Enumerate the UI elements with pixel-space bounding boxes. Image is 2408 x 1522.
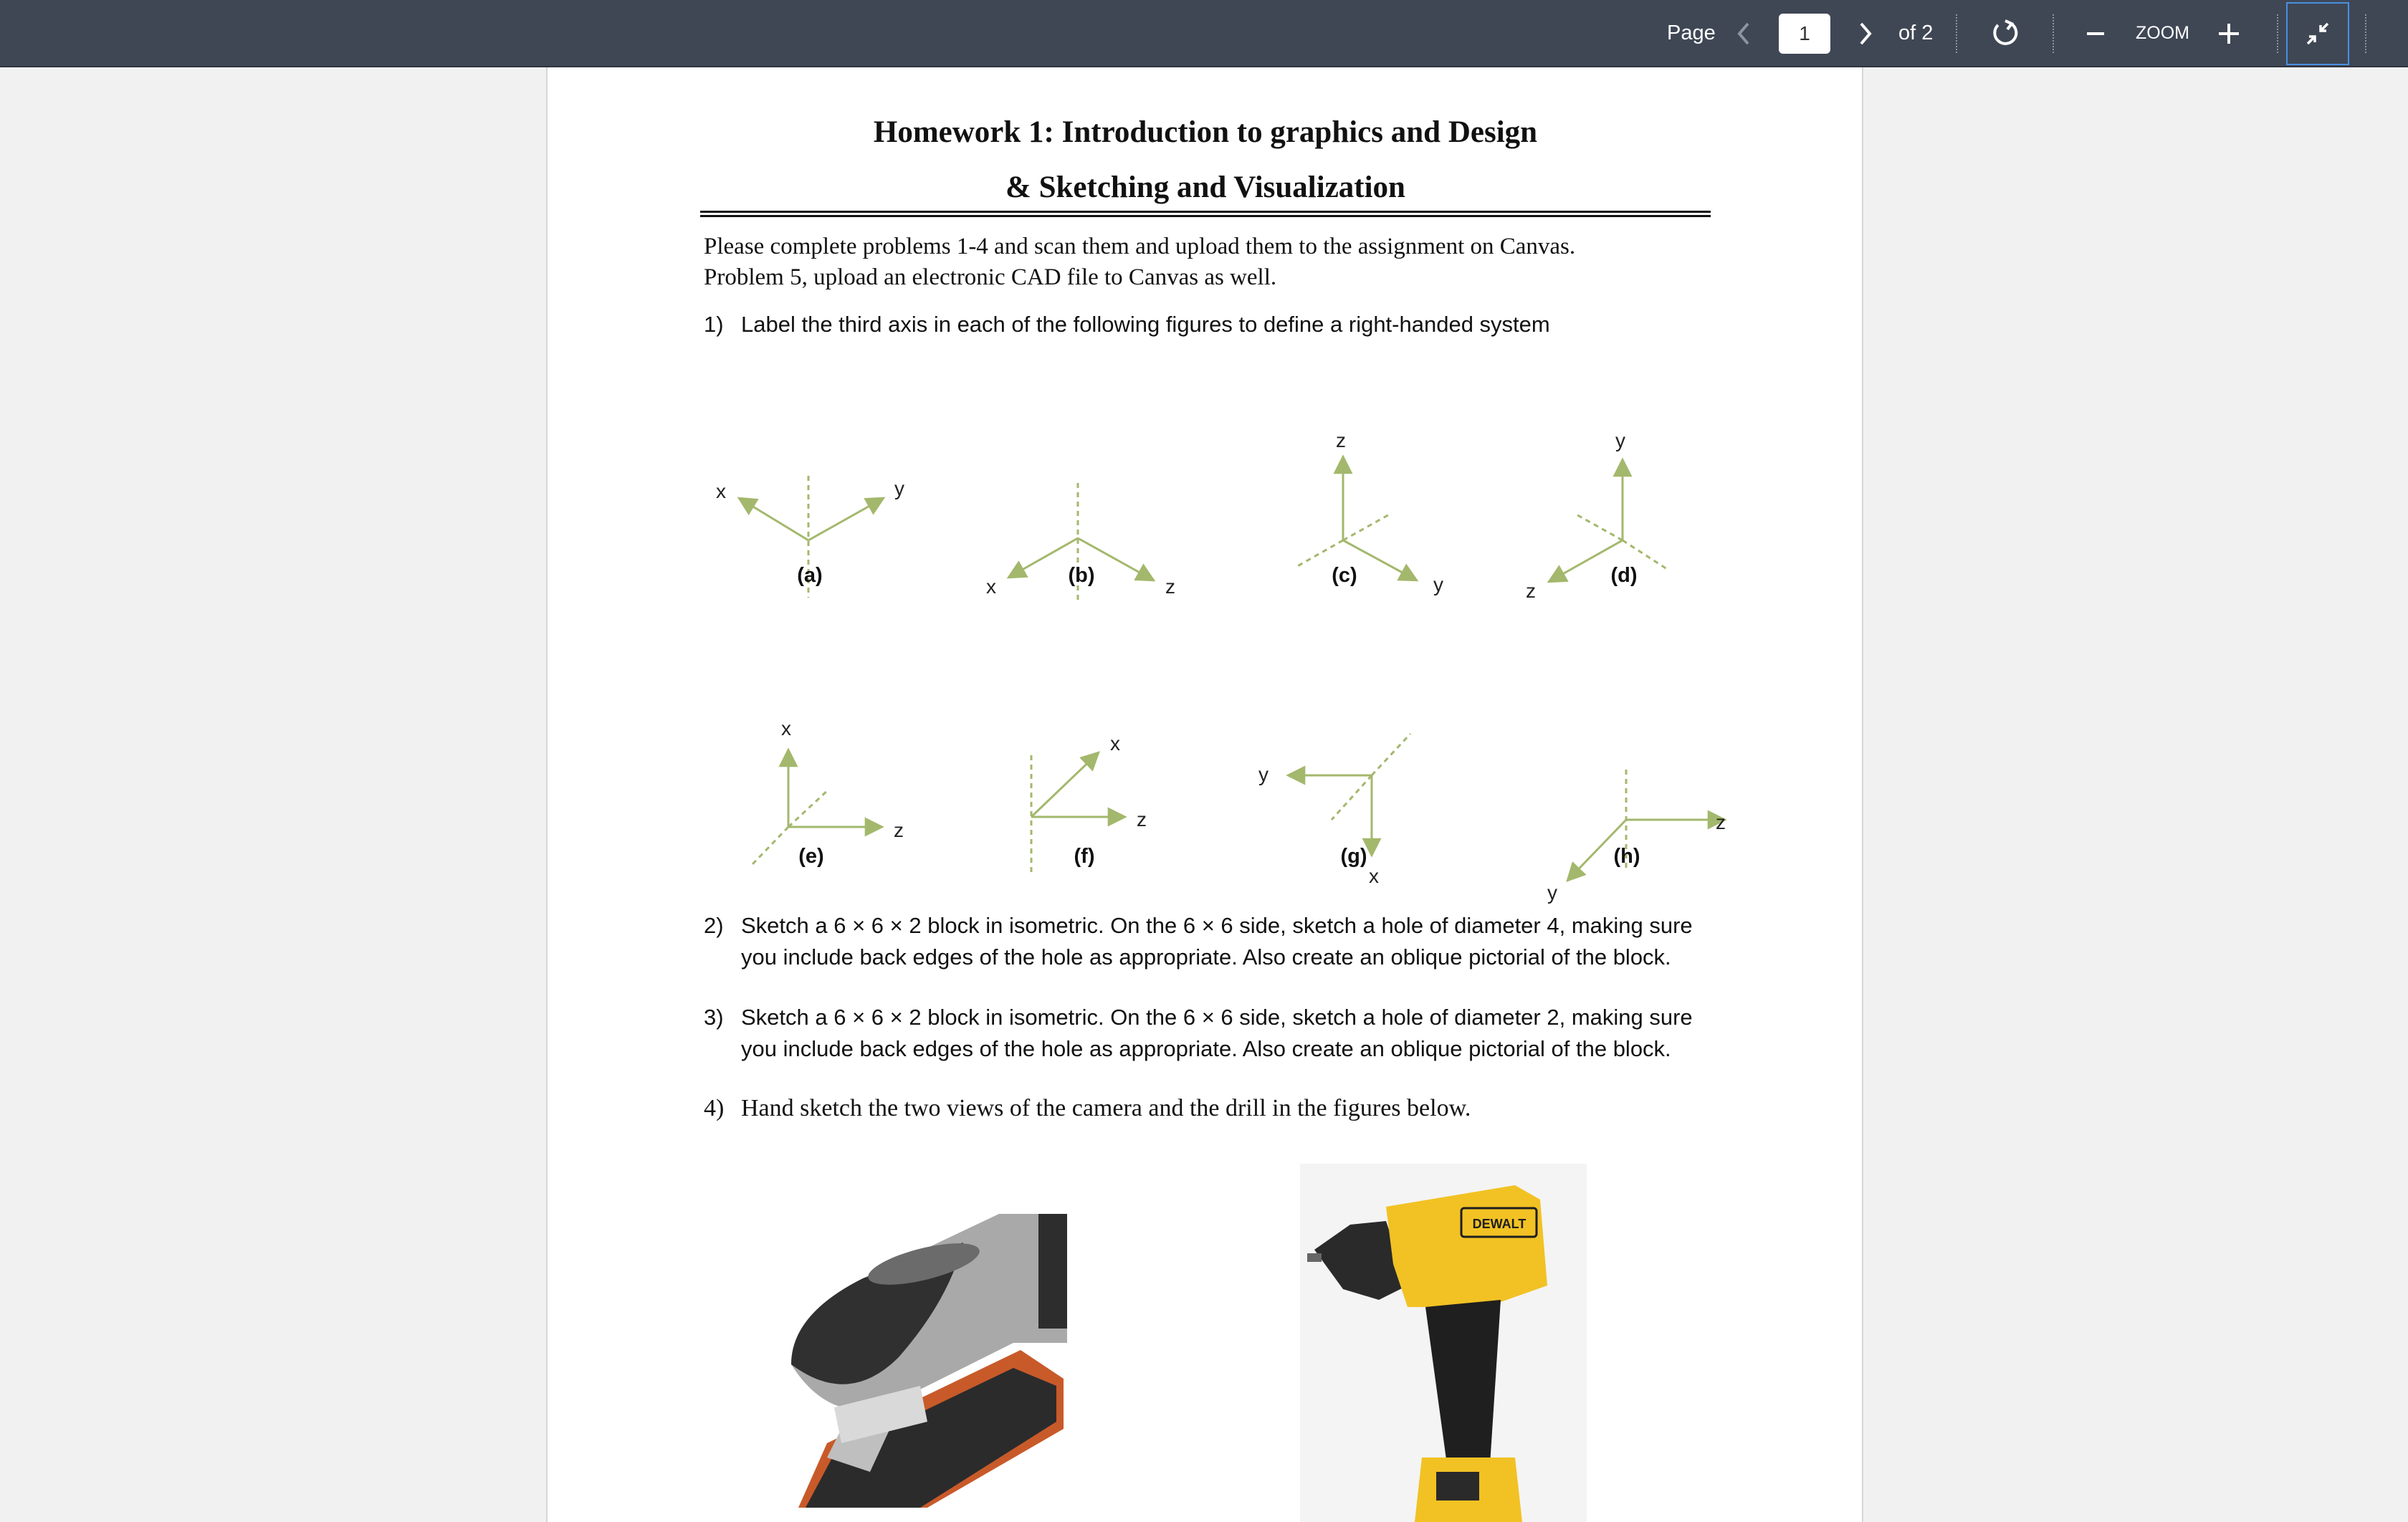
axis-label: x [986, 575, 996, 598]
figure-label-d: (d) [1610, 564, 1638, 587]
question-number: 4) [704, 1095, 725, 1121]
question-text: Hand sketch the two views of the camera and the drill in the figures below. [741, 1095, 1471, 1121]
collapse-icon [2303, 19, 2332, 48]
axis-label: y [894, 477, 904, 499]
question-number: 1) [704, 312, 724, 337]
figure-label-g: (g) [1340, 845, 1367, 868]
axis-label: z [894, 819, 904, 841]
figure-label-f: (f) [1074, 845, 1095, 868]
figure-label-e: (e) [798, 845, 824, 868]
axis-label: x [1369, 865, 1379, 887]
zoom-in-button[interactable] [2210, 16, 2247, 52]
question-text: Sketch a 6 × 6 × 2 block in isometric. On the 6 × 6 side, sketch a hole of diameter 2, making sure you include back edges of the hole as appropriate. Also create an oblique pictorial of the block. [741, 1005, 1693, 1061]
zoom-label: ZOOM [2136, 23, 2189, 43]
doc-title-line2: & Sketching and Visualization [1005, 171, 1405, 204]
plus-icon [2216, 21, 2242, 47]
toolbar-divider [1956, 14, 1957, 53]
question-1 [704, 309, 1721, 340]
chevron-right-icon [1854, 19, 1876, 48]
total-pages-label: of 2 [1898, 21, 1934, 44]
title-rule [700, 211, 1711, 213]
axis-label: z [1137, 808, 1147, 831]
figure-label-b: (b) [1068, 564, 1095, 587]
chevron-left-icon [1734, 19, 1755, 48]
axis-label: y [1547, 881, 1557, 904]
next-page-button[interactable] [1846, 16, 1883, 52]
axis-label: z [1526, 580, 1536, 602]
question-text: Sketch a 6 × 6 × 2 block in isometric. On the 6 × 6 side, sketch a hole of diameter 4, making sure you include back edges of the hole as appropriate. Also create an oblique pictorial of the block. [741, 913, 1693, 970]
axis-label: z [1165, 575, 1175, 598]
axis-label: x [781, 717, 791, 740]
stapler-image [784, 1171, 1085, 1508]
drill-brand-text: DEWALT [1472, 1217, 1526, 1231]
figure-label-a: (a) [797, 564, 823, 587]
document-page [546, 67, 1863, 1522]
axis-label: x [716, 480, 726, 502]
figure-c [1295, 456, 1417, 580]
minus-icon [2083, 21, 2108, 47]
rotate-icon [1989, 18, 2021, 49]
question-number: 3) [704, 1005, 724, 1030]
zoom-out-button[interactable] [2077, 16, 2114, 52]
question-4 [704, 1093, 1721, 1124]
toolbar-divider [2053, 14, 2054, 53]
figure-label-c: (c) [1332, 564, 1357, 587]
rotate-button[interactable] [1987, 16, 2024, 52]
intro-line1: Please complete problems 1-4 and scan them and upload them to the assignment on Canvas. [704, 234, 1576, 259]
axis-label: y [1433, 573, 1443, 595]
axis-label: y [1258, 763, 1268, 785]
axis-label: y [1615, 429, 1625, 451]
question-text: Label the third axis in each of the following figures to define a right-handed system [741, 312, 1550, 337]
axis-label: x [1110, 732, 1120, 755]
question-3 [704, 1002, 1721, 1066]
figure-g [1288, 734, 1410, 856]
title-rule [700, 215, 1711, 217]
intro-line2: Problem 5, upload an electronic CAD file to Canvas as well. [704, 264, 1277, 290]
axis-label: z [1716, 811, 1726, 833]
question-number: 2) [704, 913, 724, 938]
toolbar-divider [2277, 14, 2278, 53]
axis-label: z [1336, 429, 1346, 451]
axis-figures [548, 354, 1863, 963]
figure-label-h: (h) [1613, 845, 1640, 868]
page-label: Page [1667, 21, 1716, 44]
page-number-input[interactable] [1779, 14, 1830, 54]
toolbar-divider [2365, 14, 2366, 53]
viewer-toolbar [0, 0, 2408, 67]
prev-page-button[interactable] [1726, 16, 1763, 52]
drill-image [1300, 1164, 1587, 1522]
question-2 [704, 910, 1721, 975]
doc-title-line1: Homework 1: Introduction to graphics and Design [873, 115, 1538, 149]
exit-fullscreen-button[interactable] [2286, 2, 2349, 65]
